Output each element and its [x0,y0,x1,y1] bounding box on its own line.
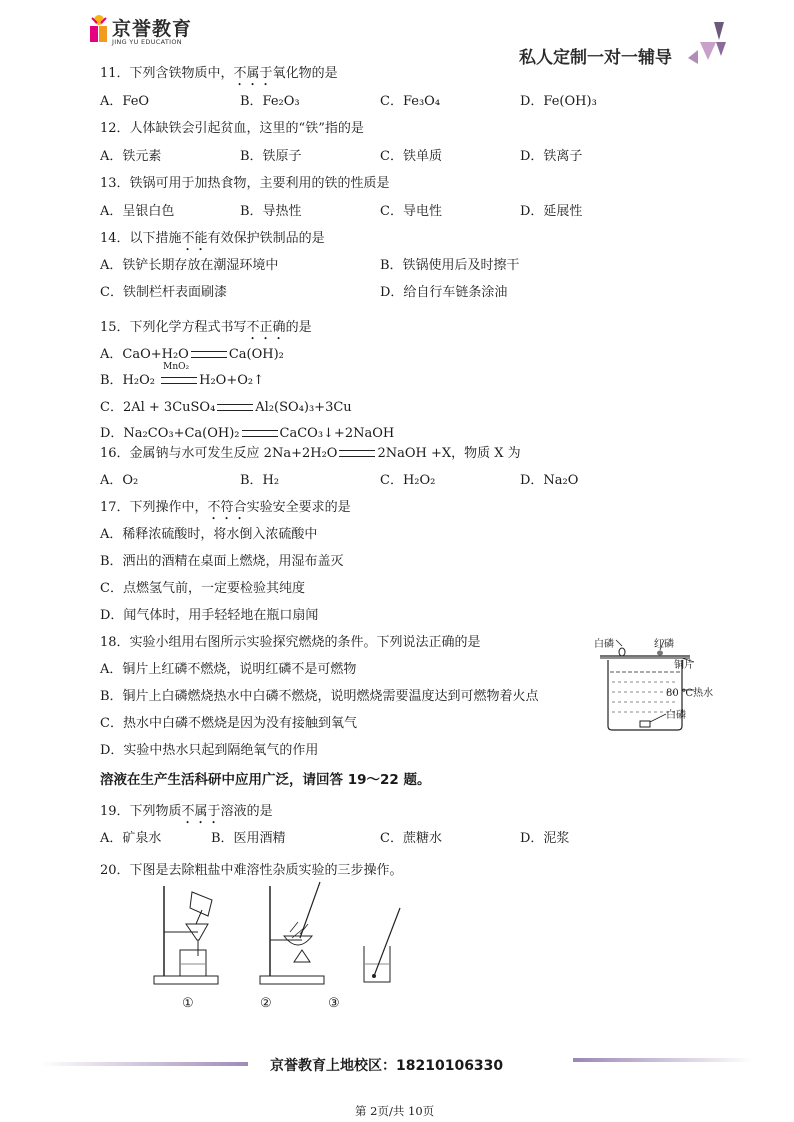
question-20-stem: 20．下图是去除粗盐中难溶性杂质实验的三步操作。 [100,863,403,878]
q15-option-b: B．H₂O₂ MnO₂ H₂O+O₂↑ [100,362,264,388]
q11-option-c: C．Fe₃O₄ [380,94,441,109]
q19-option-d: D．泥浆 [520,831,570,846]
question-16-stem: 16．金属钠与水可发生反应 2Na+2H₂O 2NaOH +X，物质 X 为 [100,446,521,461]
equals-sign-icon [191,351,227,358]
q18-option-d: D．实验中热水只起到隔绝氧气的作用 [100,743,319,758]
header [0,0,794,70]
filtration-apparatus-icon [150,880,420,990]
q12-option-d: D．铁离子 [520,149,583,164]
logo-mark-icon [88,14,110,44]
question-17-stem: 17．下列操作中，不符合实验安全要求的是 [100,500,351,515]
logo-name: 京誉教育 [112,18,193,40]
question-13-stem: 13．铁锅可用于加热食物，主要利用的铁的性质是 [100,176,390,191]
question-19-stem: 19．下列物质不属于溶液的是 [100,804,273,819]
emphasis-text: 不符合 [207,500,247,515]
q12-option-a: A．铁元素 [100,149,162,164]
q17-option-a: A．稀释浓硫酸时，将水倒入浓硫酸中 [100,527,318,542]
q17-option-b: B．洒出的酒精在桌面上燃烧，用湿布盖灭 [100,554,344,569]
q17-option-c: C．点燃氢气前，一定要检验其纯度 [100,581,305,596]
q12-option-c: C．铁单质 [380,149,442,164]
q13-option-b: B．导热性 [240,204,302,219]
label-hot-water: 80 ℃热水 [666,688,714,699]
q14-option-a: A．铁铲长期存放在潮湿环境中 [100,258,279,273]
q14-option-d: D．给自行车链条涂油 [380,285,508,300]
q12-option-b: B．铁原子 [240,149,302,164]
q13-option-a: A．呈银白色 [100,204,175,219]
section-heading: 溶液在生产生活科研中应用广泛，请回答 19～22 题。 [100,772,431,788]
logo-subtitle: JING YU EDUCATION [112,38,182,46]
figure-label-2: ② [260,996,272,1011]
equals-sign-icon [217,404,253,411]
footer-left-rule [40,1062,248,1066]
emphasis-text: 不属于 [181,804,221,819]
label-white-phosphorus-bottom: 白磷 [666,710,686,721]
question-14-stem: 14．以下措施不能有效保护铁制品的是 [100,231,325,246]
q11-option-a: A．FeO [100,94,150,109]
q14-option-b: B．铁锅使用后及时擦干 [380,258,520,273]
question-11-stem: 11．下列含铁物质中，不属于氧化物的是 [100,66,338,81]
emphasis-text: 不属于 [233,66,273,81]
figure-label-3: ③ [328,996,340,1011]
q14-option-c: C．铁制栏杆表面刷漆 [100,285,227,300]
q15-option-a: A．CaO+H₂O Ca(OH)₂ [100,347,284,362]
equals-sign-icon [242,430,278,437]
q18-option-b: B．铜片上白磷燃烧热水中白磷不燃烧，说明燃烧需要温度达到可燃物着火点 [100,689,539,704]
q19-option-b: B．医用酒精 [211,831,286,846]
q11-option-d: D．Fe(OH)₃ [520,94,597,109]
combustion-experiment-figure [586,634,726,734]
q16-option-a: A．O₂ [100,473,139,488]
q15-option-d: D．Na₂CO₃+Ca(OH)₂ CaCO₃↓+2NaOH [100,426,395,441]
q16-option-b: B．H₂ [240,473,280,488]
question-12-stem: 12．人体缺铁会引起贫血，这里的“铁”指的是 [100,121,364,136]
q17-option-d: D．闻气体时，用手轻轻地在瓶口扇闻 [100,608,319,623]
salt-purification-figure [150,880,420,1020]
question-18-stem: 18．实验小组用右图所示实验探究燃烧的条件。下列说法正确的是 [100,635,481,650]
catalyst-label: MnO₂ [163,362,190,372]
label-copper-sheet: 铜片 [674,660,694,671]
emphasis-text: 不能 [181,231,208,246]
question-15-stem: 15．下列化学方程式书写不正确的是 [100,320,312,335]
equals-sign-icon [339,450,375,457]
q16-option-d: D．Na₂O [520,473,579,488]
q13-option-d: D．延展性 [520,204,583,219]
triangle-decor-icon [686,20,726,64]
page-number: 第 2页/共 10页 [355,1104,435,1118]
equals-sign-icon [161,377,197,384]
label-red-phosphorus: 红磷 [654,639,674,650]
q19-option-c: C．蔗糖水 [380,831,442,846]
q13-option-c: C．导电性 [380,204,442,219]
footer-campus-contact: 京誉教育上地校区：18210106330 [270,1058,504,1074]
q18-option-a: A．铜片上红磷不燃烧，说明红磷不是可燃物 [100,662,357,677]
q15-option-c: C．2Al + 3CuSO₄ Al₂(SO₄)₃+3Cu [100,400,352,415]
figure-label-1: ① [182,996,194,1011]
emphasis-text: 不正确 [246,320,286,335]
q19-option-a: A．矿泉水 [100,831,162,846]
q18-option-c: C．热水中白磷不燃烧是因为没有接触到氧气 [100,716,357,731]
footer-right-rule [573,1058,753,1062]
q11-option-b: B．Fe₂O₃ [240,94,300,109]
q16-option-c: C．H₂O₂ [380,473,436,488]
label-white-phosphorus-top: 白磷 [594,639,614,650]
slogan: 私人定制一对一辅导 [519,48,672,68]
